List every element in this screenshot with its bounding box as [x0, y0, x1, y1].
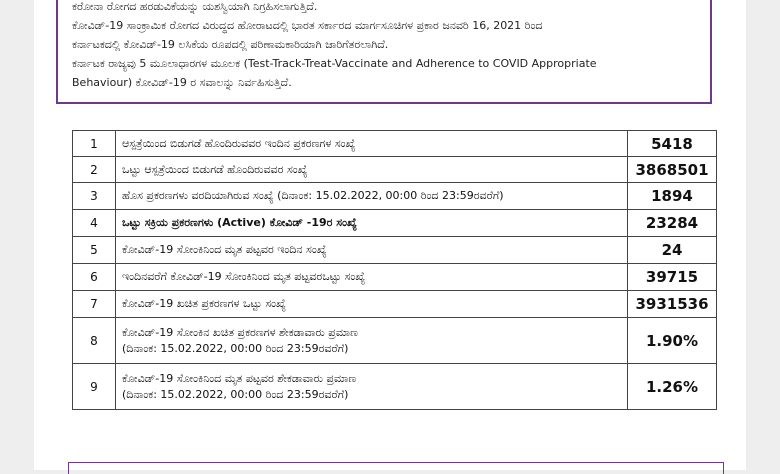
- row-value: 3868501: [628, 157, 717, 183]
- row-value: 24: [628, 237, 717, 264]
- notice-line-4: ಕರ್ನಾಟಕ ರಾಜ್ಯವು 5 ಮೂಲಾಧಾರಗಳ ಮೂಲಕ (Test-Track-Treat-Vaccinate and Adherence to COVID Appropriate: [72, 57, 597, 70]
- row-number: 8: [73, 318, 116, 364]
- table-row: [73, 131, 717, 157]
- row-description-line-2: (ದಿನಾಂಕ: 15.02.2022, 00:00 ರಿಂದ 23:59ರವರೆಗೆ): [122, 387, 349, 401]
- row-description: [116, 364, 628, 410]
- row-description: ಹೊಸ ಪ್ರಕರಣಗಳು ವರದಿಯಾಗಿರುವ ಸಂಖ್ಯೆ (ದಿನಾಂಕ: 15.02.2022, 00:00 ರಿಂದ 23:59ರವರೆಗೆ): [116, 183, 628, 210]
- row-description-line-1: ಕೋವಿಡ್-19 ಸೋಂಕಿನಿಂದ ಮೃತ ಪಟ್ಟವರ ಶೇಕಡಾವಾರು ಪ್ರಮಾಣ: [122, 371, 357, 385]
- row-description: ಕೋವಿಡ್-19 ಖಚಿತ ಪ್ರಕರಣಗಳ ಒಟ್ಟು ಸಂಖ್ಯೆ: [116, 291, 628, 318]
- row-description: [116, 318, 628, 364]
- row-number: 6: [73, 264, 116, 291]
- row-value: 1.90%: [628, 318, 717, 364]
- row-value: 39715: [628, 264, 717, 291]
- notice-line-3: ಕರ್ನಾಟಕದಲ್ಲಿ ಕೋವಿಡ್-19 ಲಸಿಕೆಯ ರೂಪದಲ್ಲಿ ಪರಿಣಾಮಕಾರಿಯಾಗಿ ಜಾರಿಗೆತರಲಾಗಿದೆ.: [72, 38, 389, 51]
- row-number: 3: [73, 183, 116, 210]
- covid-stats-table: [72, 130, 717, 410]
- row-value: 5418: [628, 131, 717, 157]
- row-number: 2: [73, 157, 116, 183]
- table-row: [73, 183, 717, 210]
- table-row: [73, 157, 717, 183]
- row-value: 3931536: [628, 291, 717, 318]
- table-row: [73, 210, 717, 237]
- row-description: ಒಟ್ಟು ಸಕ್ರಿಯ ಪ್ರಕರಣಗಳು (Active) ಕೋವಿಡ್ -19ರ ಸಂಖ್ಯೆ: [116, 210, 628, 237]
- row-value: 23284: [628, 210, 717, 237]
- row-description-line-2: (ದಿನಾಂಕ: 15.02.2022, 00:00 ರಿಂದ 23:59ರವರೆಗೆ): [122, 341, 349, 355]
- row-description-line-1: ಕೋವಿಡ್-19 ಸೋಂಕಿನ ಖಚಿತ ಪ್ರಕರಣಗಳ ಶೇಕಡಾವಾರು ಪ್ರಮಾಣ: [122, 325, 358, 339]
- row-number: 4: [73, 210, 116, 237]
- row-value: 1.26%: [628, 364, 717, 410]
- row-value: 1894: [628, 183, 717, 210]
- row-description: ಒಟ್ಟು ಆಸ್ಪತ್ರೆಯಿಂದ ಬಿಡುಗಡೆ ಹೊಂದಿರುವವರ ಸಂಖ್ಯೆ: [116, 157, 628, 183]
- row-number: 7: [73, 291, 116, 318]
- row-description: ಇಂದಿನವರೆಗೆ ಕೋವಿಡ್-19 ಸೋಂಕಿನಿಂದ ಮೃತ ಪಟ್ಟವರಒಟ್ಟು ಸಂಖ್ಯೆ: [116, 264, 628, 291]
- notice-box: [56, 0, 712, 104]
- table-row: [73, 318, 717, 364]
- notice-line-5: Behaviour) ಕೋವಿಡ್-19 ರ ಸವಾಲನ್ನು ನಿರ್ವಹಿಸುತ್ತಿದೆ.: [72, 76, 292, 89]
- table-row: [73, 237, 717, 264]
- notice-line-1: ಕರೋನಾ ರೋಗದ ಹರಡುವಿಕೆಯನ್ನು ಯಶಸ್ವಿಯಾಗಿ ನಿಗ್ರಹಿಸಲಾಗುತ್ತಿದೆ.: [72, 0, 318, 13]
- notice-line-2: ಕೋವಿಡ್-19 ಸಾಂಕ್ರಾಮಿಕ ರೋಗದ ವಿರುದ್ಧದ ಹೋರಾಟದಲ್ಲಿ ಭಾರತ ಸರ್ಕಾರದ ಮಾರ್ಗಸೂಚಿಗಳ ಪ್ರಕಾರ ಜನವರಿ 16, 2021 ರಿಂದ: [72, 19, 543, 32]
- row-description: ಆಸ್ಪತ್ರೆಯಿಂದ ಬಿಡುಗಡೆ ಹೊಂದಿರುವವರ ಇಂದಿನ ಪ್ರಕರಣಗಳ ಸಂಖ್ಯೆ: [116, 131, 628, 157]
- table-row: [73, 291, 717, 318]
- table-row: [73, 364, 717, 410]
- row-description: ಕೋವಿಡ್-19 ಸೋಂಕಿನಿಂದ ಮೃತ ಪಟ್ಟವರ ಇಂದಿನ ಸಂಖ್ಯೆ: [116, 237, 628, 264]
- row-number: 9: [73, 364, 116, 410]
- row-number: 1: [73, 131, 116, 157]
- next-section-box: [68, 462, 724, 474]
- row-number: 5: [73, 237, 116, 264]
- table-row: [73, 264, 717, 291]
